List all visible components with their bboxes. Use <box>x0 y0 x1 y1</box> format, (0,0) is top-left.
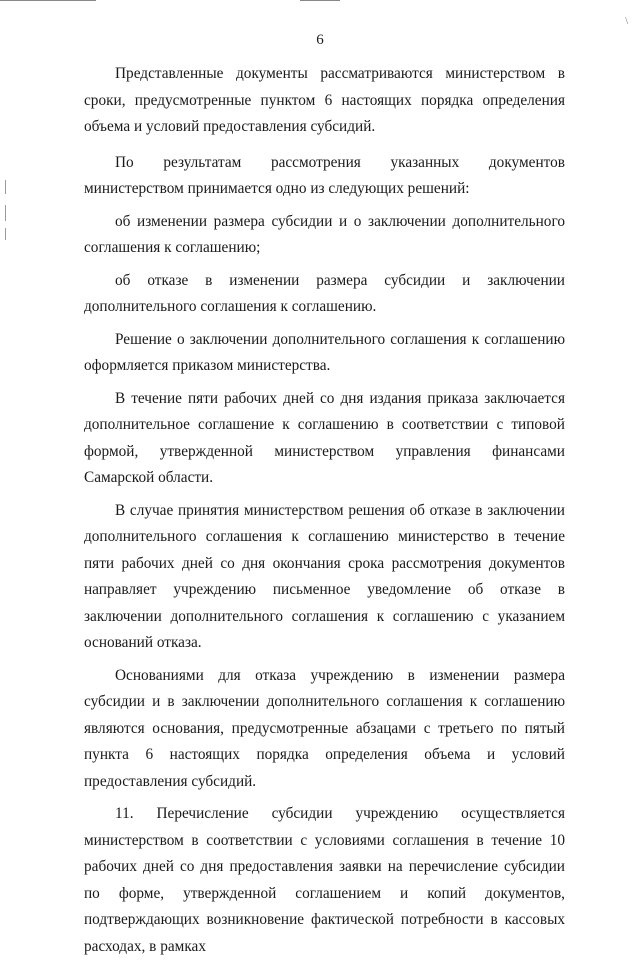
paragraph: 11. Перечисление субсидии учреждению осуществляется министерством в соответствии с условиями соглашения в течение 10 рабочих дней со дня предоставления заявки на перечисление субсидии по форме, утвержденной соглашением и копий документов, подтверждающих возникновение фактической потребности в кассовых расходах, в рамках <box>84 805 565 955</box>
paragraph: В течение пяти рабочих дней со дня издания приказа заключается дополнительное соглашение к соглашению в соответствии с типовой формой, утвержденной министерством управления финансами Самарской области. <box>84 389 565 486</box>
scan-artifact-left <box>5 205 6 221</box>
paragraph: Представленные документы рассматриваются министерством в сроки, предусмотренные пунктом 6 настоящих порядка определения объема и условий предоставления субсидий. <box>84 65 565 135</box>
scan-artifact-left <box>5 180 6 194</box>
paragraph: об изменении размера субсидии и о заключении дополнительного соглашения к соглашению; <box>84 212 565 256</box>
paragraph: об отказе в изменении размера субсидии и заключении дополнительного соглашения к соглашению. <box>84 271 565 315</box>
paragraph: Решение о заключении дополнительного соглашения к соглашению оформляется приказом министерства. <box>84 330 565 374</box>
scan-artifact-left <box>5 228 6 240</box>
document-body <box>84 61 565 960</box>
page-number: 6 <box>316 32 324 48</box>
scan-edge-top <box>0 0 640 2</box>
scan-artifact-corner: \ <box>625 16 628 27</box>
paragraph: В случае принятия министерством решения об отказе в заключении дополнительного соглашения к соглашению министерство в течение пяти рабочих дней со дня окончания срока рассмотрения документов направляет учреждению письменное уведомление об отказе в заключении дополнительного соглашения к соглашению с указанием оснований отказа. <box>84 501 565 651</box>
paragraph: Основаниями для отказа учреждению в изменении размера субсидии и в заключении дополнительного соглашения к соглашению являются основания, предусмотренные абзацами с третьего по пятый пункта 6 настоящих порядка определения объема и условий предоставления субсидий. <box>84 666 565 790</box>
paragraph: По результатам рассмотрения указанных документов министерством принимается одно из следующих решений: <box>84 153 565 197</box>
